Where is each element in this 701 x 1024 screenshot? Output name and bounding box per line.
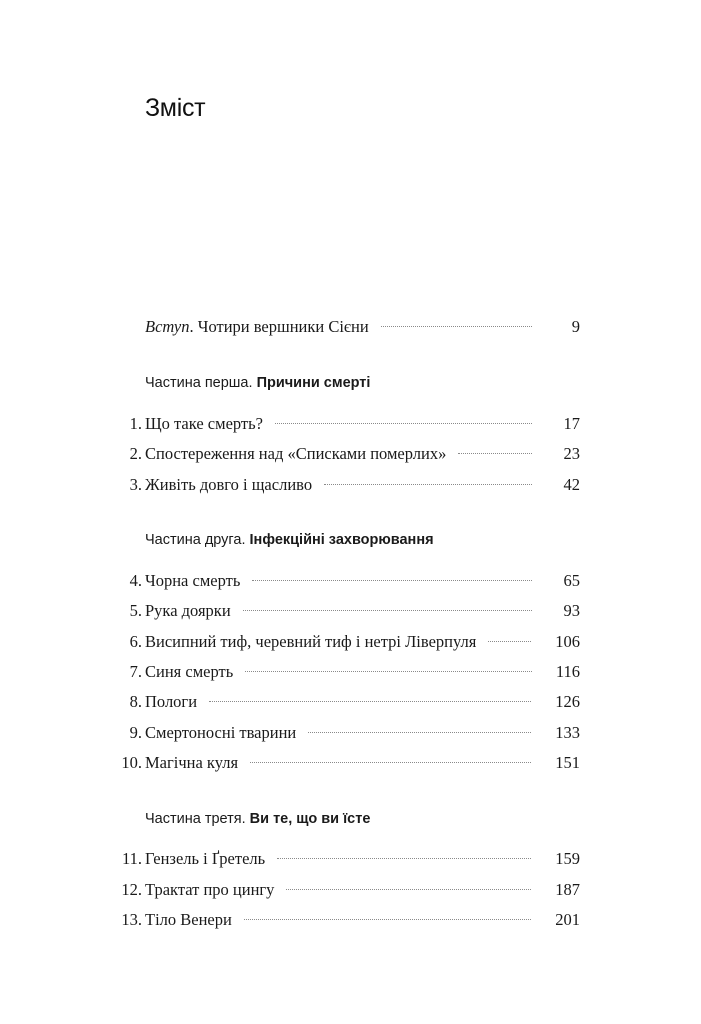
entry-title: Тіло Венери: [145, 910, 232, 929]
entry-title: Гензель і Ґретель: [145, 849, 266, 868]
page-title: Зміст: [145, 94, 206, 122]
toc-entry-7[interactable]: [100, 661, 580, 683]
dot-leader: [275, 423, 532, 424]
dot-leader: [286, 889, 531, 890]
chapter-number: 4.: [129, 571, 142, 590]
dot-leader: [458, 453, 532, 454]
entry-title: Пологи: [145, 692, 198, 711]
chapter-number: 8.: [129, 692, 142, 711]
chapter-number: 10.: [121, 753, 142, 772]
chapter-number: 3.: [129, 475, 142, 494]
page-number: 42: [563, 475, 580, 494]
entry-title: Трактат про цингу: [145, 880, 275, 899]
dot-leader: [381, 326, 532, 327]
page-number: 187: [555, 880, 580, 899]
chapter-number: 13.: [121, 910, 142, 929]
dot-leader: [209, 701, 531, 702]
toc-entry-2[interactable]: [100, 443, 580, 465]
toc-entry-6[interactable]: [100, 631, 580, 653]
chapter-number: 7.: [129, 662, 142, 681]
dot-leader: [245, 671, 532, 672]
page-number: 106: [555, 632, 580, 651]
dot-leader: [277, 858, 531, 859]
entry-title: Висипний тиф, черевний тиф і нетрі Ліверпуля: [145, 632, 477, 651]
page-number: 9: [571, 317, 580, 336]
part-heading-2: Частина друга. Інфекційні захворювання: [145, 532, 434, 548]
page-number: 93: [563, 601, 580, 620]
page-number: 17: [563, 414, 580, 433]
page-number: 23: [563, 444, 580, 463]
chapter-number: 6.: [129, 632, 142, 651]
dot-leader: [244, 919, 531, 920]
toc-entry-9[interactable]: [100, 722, 580, 744]
entry-title: Чорна смерть: [145, 571, 241, 590]
dot-leader: [250, 762, 531, 763]
entry-title: Вступ. Чотири вершники Сієни: [145, 317, 369, 336]
toc-entry-12[interactable]: [100, 879, 580, 901]
chapter-number: 9.: [129, 723, 142, 742]
chapter-number: 2.: [129, 444, 142, 463]
dot-leader: [488, 641, 531, 642]
chapter-number: 12.: [121, 880, 142, 899]
toc-entry-1[interactable]: [100, 413, 580, 435]
toc-entry-13[interactable]: [100, 909, 580, 931]
entry-title: Спостереження над «Списками померлих»: [145, 444, 447, 463]
entry-title: Що таке смерть?: [145, 414, 263, 433]
page-number: 151: [555, 753, 580, 772]
chapter-number: 1.: [129, 414, 142, 433]
toc-entry-8[interactable]: [100, 691, 580, 713]
toc-entry-4[interactable]: [100, 570, 580, 592]
toc-entry-intro[interactable]: [100, 316, 580, 338]
page-number: 116: [555, 662, 580, 681]
page-number: 126: [555, 692, 580, 711]
toc-entry-3[interactable]: [100, 474, 580, 496]
chapter-number: 11.: [121, 849, 142, 868]
page-number: 65: [563, 571, 580, 590]
dot-leader: [252, 580, 532, 581]
dot-leader: [243, 610, 532, 611]
dot-leader: [324, 484, 532, 485]
chapter-number: 5.: [129, 601, 142, 620]
part-heading-1: Частина перша. Причини смерті: [145, 375, 371, 391]
page-number: 201: [555, 910, 580, 929]
page-number: 133: [555, 723, 580, 742]
toc-entry-11[interactable]: [100, 848, 580, 870]
entry-title: Магічна куля: [145, 753, 239, 772]
entry-title: Синя смерть: [145, 662, 234, 681]
entry-title: Рука доярки: [145, 601, 231, 620]
entry-title: Смертоносні тварини: [145, 723, 297, 742]
toc-entry-10[interactable]: [100, 752, 580, 774]
page-number: 159: [555, 849, 580, 868]
part-heading-3: Частина третя. Ви те, що ви їсте: [145, 811, 371, 827]
entry-title: Живіть довго і щасливо: [145, 475, 313, 494]
dot-leader: [308, 732, 531, 733]
toc-entry-5[interactable]: [100, 600, 580, 622]
